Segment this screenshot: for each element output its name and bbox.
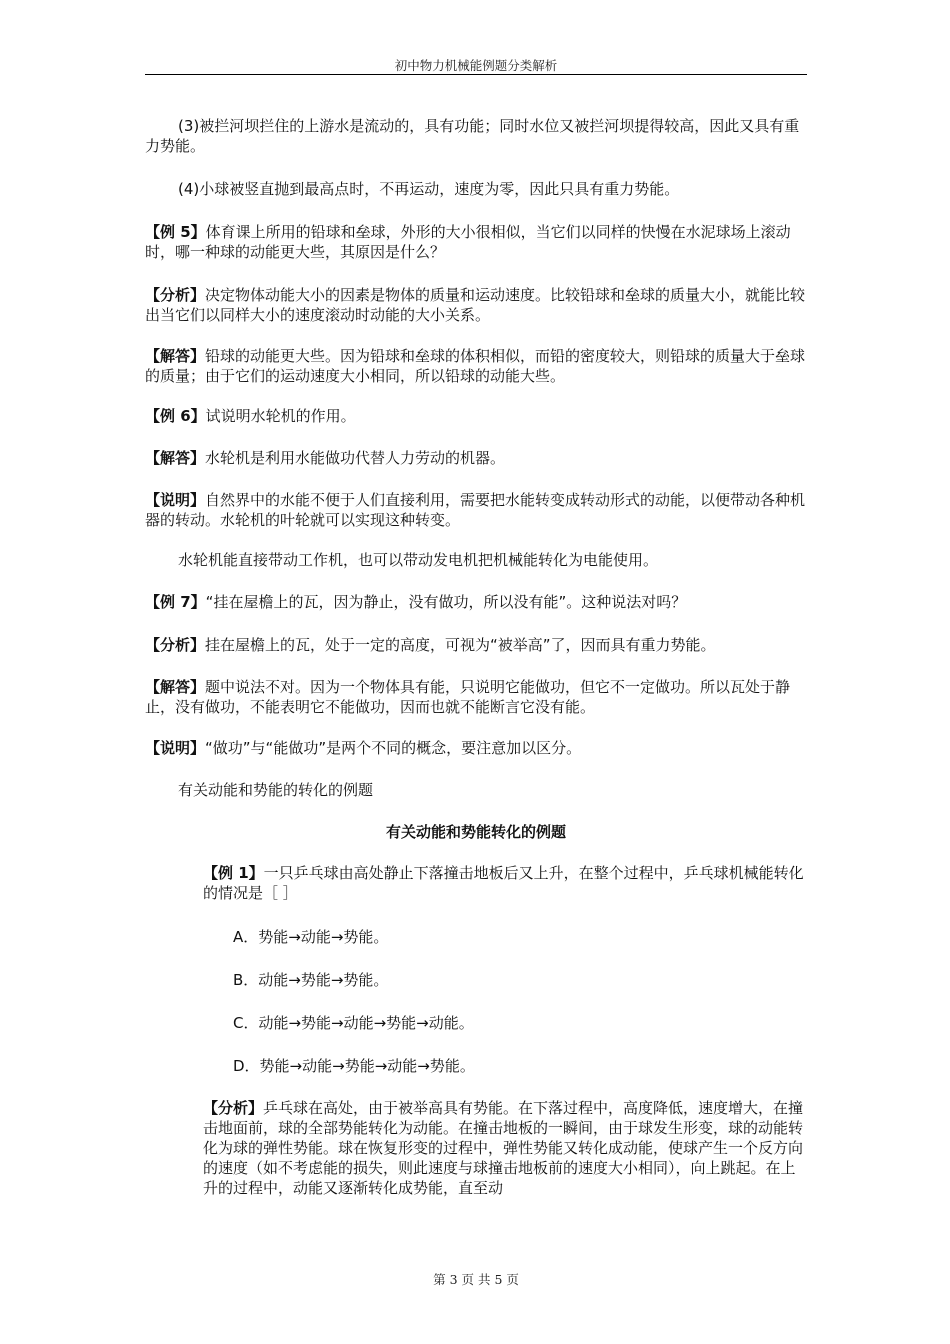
example-5-analysis: 【分析】决定物体动能大小的因素是物体的质量和运动速度。比较铅球和垒球的质量大小，就能比较出当它们以同样大小的速度滚动时动能的大小关系。 bbox=[145, 286, 806, 324]
example-5: 【例 5】体育课上所用的铅球和垒球，外形的大小很相似，当它们以同样的快慢在水泥球场上滚动时，哪一种球的动能更大些，其原因是什么？ bbox=[145, 223, 791, 261]
example-6: 【例 6】试说明水轮机的作用。 bbox=[145, 407, 356, 425]
note-tag: 【说明】 bbox=[145, 739, 206, 757]
answer-tag: 【解答】 bbox=[145, 449, 206, 467]
paragraph-3: (3)被拦河坝拦住的上游水是流动的，具有功能；同时水位又被拦河坝提得较高，因此又具有重力势能。 bbox=[145, 117, 800, 155]
example-7-answer: 【解答】题中说法不对。因为一个物体具有能，只说明它能做功，但它不一定做功。所以瓦处于静止，没有做功，不能表明它不能做功，因而也就不能断言它没有能。 bbox=[145, 678, 791, 716]
analysis-tag: 【分析】 bbox=[145, 286, 206, 304]
option-c: C．动能→势能→动能→势能→动能。 bbox=[233, 1014, 474, 1032]
option-a: A．势能→动能→势能。 bbox=[233, 928, 389, 946]
page-number: 第 3 页 共 5 页 bbox=[433, 1272, 519, 1287]
answer-tag: 【解答】 bbox=[145, 678, 206, 696]
example-7-analysis: 【分析】挂在屋檐上的瓦，处于一定的高度，可视为“被举高”了，因而具有重力势能。 bbox=[145, 636, 716, 654]
section-title: 有关动能和势能转化的例题 bbox=[385, 823, 566, 841]
section-analysis: 【分析】乒乓球在高处，由于被举高具有势能。在下落过程中，高度降低，速度增大，在撞击地面前，球的全部势能转化为动能。在撞击地板的一瞬间，由于球发生形变，球的动能转化为球的弹性势能。球在恢复形变的过程中，弹性势能又转化成动能，使球产生一个反方向的速度（如不考虑能的损失，则此速度与球撞击地板前的速度大小相同），向上跳起。在上升的过程中，动能又逐渐转化成势能，直至动 bbox=[203, 1099, 804, 1197]
option-d: D．势能→动能→势能→动能→势能。 bbox=[233, 1057, 475, 1075]
example-6-note: 【说明】自然界中的水能不便于人们直接利用，需要把水能转变成转动形式的动能，以便带动各种机器的转动。水轮机的叶轮就可以实现这种转变。 bbox=[145, 491, 806, 529]
paragraph-4: (4)小球被竖直抛到最高点时，不再运动，速度为零，因此只具有重力势能。 bbox=[178, 180, 680, 198]
example-tag: 【例 1】 bbox=[203, 864, 264, 882]
analysis-tag: 【分析】 bbox=[145, 636, 206, 654]
section-intro: 有关动能和势能的转化的例题 bbox=[178, 781, 374, 799]
example-tag: 【例 6】 bbox=[145, 407, 206, 425]
header-divider bbox=[145, 74, 807, 75]
example-7: 【例 7】“挂在屋檐上的瓦，因为静止，没有做功，所以没有能”。这种说法对吗？ bbox=[145, 593, 687, 611]
example-6-note-continued: 水轮机能直接带动工作机，也可以带动发电机把机械能转化为电能使用。 bbox=[178, 551, 659, 569]
example-5-answer: 【解答】铅球的动能更大些。因为铅球和垒球的体积相似，而铅的密度较大，则铅球的质量大于垒球的质量；由于它们的运动速度大小相同，所以铅球的动能大些。 bbox=[145, 347, 806, 385]
page-header-title: 初中物力机械能例题分类解析 bbox=[394, 58, 558, 73]
example-tag: 【例 7】 bbox=[145, 593, 206, 611]
example-7-note: 【说明】“做功”与“能做功”是两个不同的概念，要注意加以区分。 bbox=[145, 739, 582, 757]
answer-tag: 【解答】 bbox=[145, 347, 206, 365]
option-b: B．动能→势能→势能。 bbox=[233, 971, 389, 989]
example-6-answer: 【解答】水轮机是利用水能做功代替人力劳动的机器。 bbox=[145, 449, 506, 467]
example-tag: 【例 5】 bbox=[145, 223, 206, 241]
section-example-1: 【例 1】一只乒乓球由高处静止下落撞击地板后又上升，在整个过程中，乒乓球机械能转化的情况是［ ］ bbox=[203, 864, 804, 902]
analysis-tag: 【分析】 bbox=[203, 1099, 264, 1117]
note-tag: 【说明】 bbox=[145, 491, 206, 509]
